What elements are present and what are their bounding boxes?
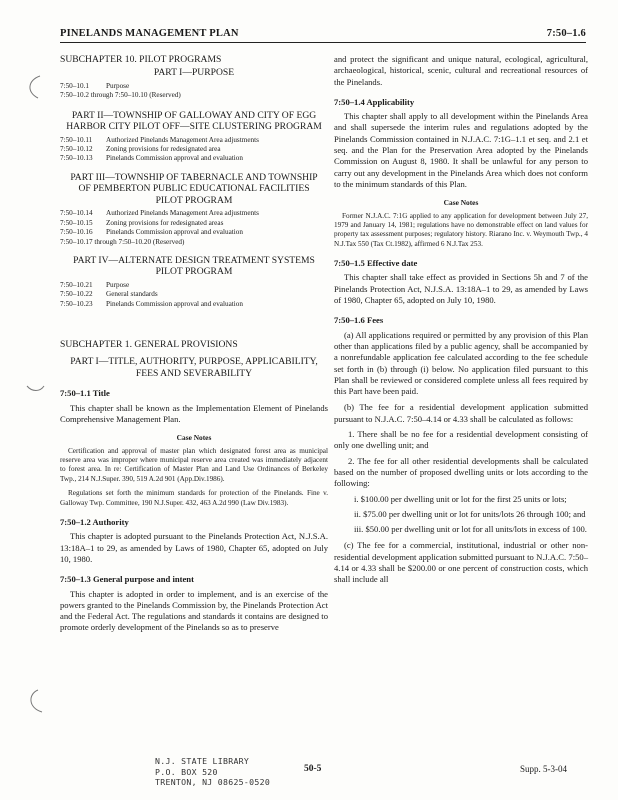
toc-part-3 <box>60 209 328 247</box>
case-note: Regulations set forth the minimum standards for protection of the Pinelands. Fine v. Galloway Twp. Committee, 190 N.J.Super. 432, 463 A.2d 990 (Law Div.1983). <box>60 489 328 507</box>
section-1-6-b-2: 2. The fee for all other residential developments shall be calculated based on the number of proposed dwelling units or lots according to the following: <box>334 455 588 489</box>
subchapter-1-part-1-title: PART I—TITLE, AUTHORITY, PURPOSE, APPLICABILITY, FEES AND SEVERABILITY <box>70 356 318 379</box>
case-note: Certification and approval of master plan which designated forest area as municipal reserve area was improper where municipal reserve area created was immediately adjacent to forest area. In re: Certification of Master Plan and Land Use Ordinances of Berkeley Twp., 214 N.J.Super. 390, 519 A.2d 901 (App.Div.1986). <box>60 446 328 483</box>
section-1-3-continued: and protect the significant and unique natural, ecological, agricultural, archaeological, historical, scenic, cultural and recreational resources of the Pinelands. <box>334 54 588 87</box>
toc-row: 7:50–10.15 Zoning provisions for redesignated areas <box>60 218 224 227</box>
toc-row: 7:50–10.12 Zoning provisions for redesignated area <box>60 145 221 154</box>
section-1-6-b-2-iii: iii. $50.00 per dwelling unit or lot for all units/lots in excess of 100. <box>354 524 587 535</box>
binder-hole-mark-icon <box>24 688 46 714</box>
page-number: 50-5 <box>304 764 322 774</box>
case-notes-heading: Case Notes <box>176 433 212 443</box>
section-1-6-b-1: 1. There shall be no fee for a residential development consisting of only one dwelling unit; and <box>334 429 588 451</box>
section-1-6-heading: 7:50–1.6 Fees <box>334 315 384 326</box>
toc-part-1 <box>60 82 328 101</box>
case-notes-heading: Case Notes <box>443 198 479 208</box>
case-note: Former N.J.A.C. 7:1G applied to any application for development between July 27, 1979 and January 14, 1981; regulations have no demonstrable effect on land values for property tax assessment purposes; regulatory history. Riarano Inc. v. Weymouth Twp., 4 N.J.Tax 550 (Tax Ct.1982), affirmed 6 N.J.Tax 253. <box>334 211 588 248</box>
section-1-4-heading: 7:50–1.4 Applicability <box>334 96 415 107</box>
section-1-6-b-2-i: i. $100.00 per dwelling unit or lot for the first 25 units or lots; <box>354 493 567 504</box>
toc-row: 7:50–10.11 Authorized Pinelands Management Area adjustments <box>60 135 259 144</box>
section-1-6-c: (c) The fee for a commercial, institutional, industrial or other non-residential development application submitted pursuant to N.J.A.C. 7:50–4.14 or 4.33 shall be $200.00 or one percent of construction costs, which shall include all <box>334 540 588 585</box>
section-1-6-a: (a) All applications required or permitted by any provision of this Plan other than applications filed by a public agency, shall be accompanied by a nonrefundable application fee calculated according to the fee schedule set forth in (b) through (i) below. No application filed pursuant to this Plan shall be reviewed or considered complete unless all fees required by this Part have been paid. <box>334 329 588 397</box>
toc-part-4 <box>60 281 328 309</box>
toc-row: 7:50–10.23 Pinelands Commission approval and evaluation <box>60 299 243 308</box>
section-1-1-body: This chapter shall be known as the Implementation Element of Pinelands Comprehensive Management Plan. <box>60 402 328 425</box>
section-1-5-body: This chapter shall take effect as provided in Sections 5h and 7 of the Pinelands Protection Act, N.J.S.A. 13:18A–1 to 29, as amended by Laws of 1980, Chapter 65, adopted on July 10, 1980. <box>334 272 588 306</box>
section-1-5-heading: 7:50–1.5 Effective date <box>334 258 418 269</box>
section-1-6-b-2-ii: ii. $75.00 per dwelling unit or lot for units/lots 26 through 100; and <box>354 508 586 519</box>
section-1-3-body: This chapter is adopted in order to implement, and is an exercise of the powers granted to the Pinelands Commission by, the Pinelands Protection Act and the Federal Act. The regulations and standards it contains are designed to promote orderly development of the Pinelands so as to preserve <box>60 588 328 633</box>
toc-row: 7:50–10.22 General standards <box>60 290 158 299</box>
running-header <box>60 28 586 43</box>
toc-row: 7:50–10.14 Authorized Pinelands Management Area adjustments <box>60 209 259 218</box>
section-1-3-heading: 7:50–1.3 General purpose and intent <box>60 574 194 585</box>
header-section-number: 7:50–1.6 <box>546 28 586 39</box>
library-stamp: N.J. STATE LIBRARY P.O. BOX 520 TRENTON, NJ 08625-0520 <box>155 756 271 787</box>
part-2-title: PART II—TOWNSHIP OF GALLOWAY AND CITY OF EGG HARBOR CITY PILOT OFF—SITE CLUSTERING PROGRAM <box>66 109 322 133</box>
section-1-1-heading: 7:50–1.1 Title <box>60 388 110 399</box>
subchapter-10-title: SUBCHAPTER 10. PILOT PROGRAMS <box>60 54 222 65</box>
supplement-date: Supp. 5-3-04 <box>520 764 567 774</box>
toc-row: 7:50–10.2 through 7:50–10.10 (Reserved) <box>60 91 181 100</box>
toc-row: 7:50–10.17 through 7:50–10.20 (Reserved) <box>60 237 185 246</box>
toc-row: 7:50–10.16 Pinelands Commission approval and evaluation <box>60 228 243 237</box>
left-column <box>60 54 328 634</box>
section-1-4-body: This chapter shall apply to all development within the Pinelands Area and shall supersede the interim rules and regulations adopted by the Pinelands Commission contained in N.J.A.C. 7:1G–1.1 et seq. and 2.1 et seq. and the Plan for the Preservation Area adopted by the Pinelands Commission on August 8, 1980. It shall be unlawful for any person to carry out any development in the Pinelands Area which does not conform to the minimum standards of this Plan. <box>334 111 588 189</box>
toc-row: 7:50–10.21 Purpose <box>60 280 130 289</box>
right-column <box>334 54 588 586</box>
subchapter-1-title: SUBCHAPTER 1. GENERAL PROVISIONS <box>60 339 238 351</box>
binder-hole-mark-icon <box>24 74 46 100</box>
header-title: PINELANDS MANAGEMENT PLAN <box>60 28 239 39</box>
section-1-2-body: This chapter is adopted pursuant to the Pinelands Protection Act, N.J.S.A. 13:18A–1 to 29, as amended by Laws of 1980, Chapter 65, adopted on July 10, 1980. <box>60 531 328 564</box>
part-1-title: PART I—PURPOSE <box>153 67 235 79</box>
part-4-title: PART IV—ALTERNATE DESIGN TREATMENT SYSTEMS PILOT PROGRAM <box>73 254 315 278</box>
toc-row: 7:50–10.13 Pinelands Commission approval and evaluation <box>60 154 243 163</box>
binder-hole-mark-icon <box>24 378 46 404</box>
toc-part-2 <box>60 136 328 164</box>
section-1-2-heading: 7:50–1.2 Authority <box>60 517 129 528</box>
page-footer <box>0 756 618 792</box>
part-3-title: PART III—TOWNSHIP OF TABERNACLE AND TOWNSHIP OF PEMBERTON PUBLIC EDUCATIONAL FACILITIES PILOT PROGRAM <box>70 171 318 206</box>
toc-row: 7:50–10.1 Purpose <box>60 81 130 90</box>
section-1-6-b: (b) The fee for a residential development application submitted pursuant to N.J.A.C. 7:50–4.14 or 4.33 shall be calculated as follows: <box>334 402 588 424</box>
